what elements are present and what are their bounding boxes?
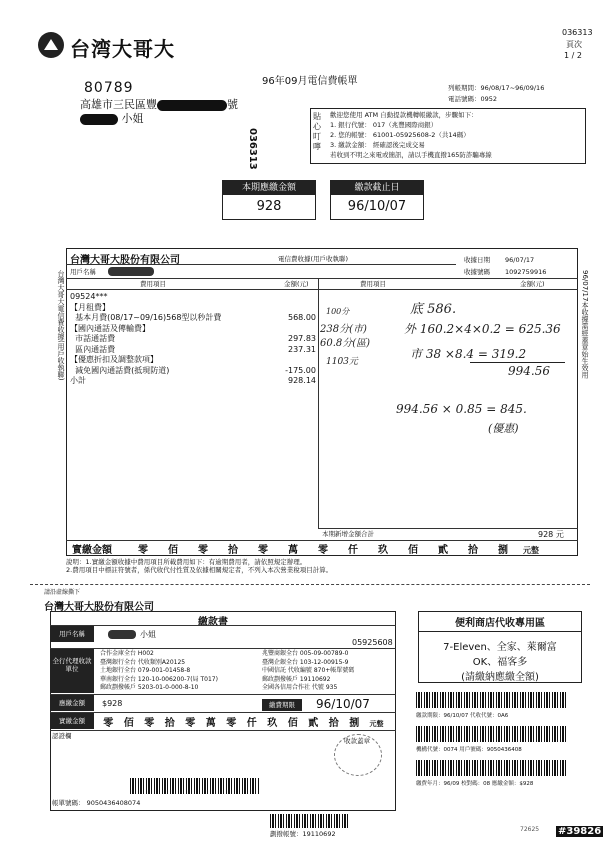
bank-entry: 臺灣企銀全台 103-12-00915-9 <box>262 658 349 666</box>
bank-entry: 華南銀行全台 120-10-006200-7(局 T017) <box>100 675 218 683</box>
receipt-date: 96/07/17 <box>505 256 535 264</box>
amount-label: 本期應繳金額 <box>223 181 315 195</box>
handwritten-note: 市 38 ×8.4 = 319.2 <box>410 347 527 361</box>
notice-line-5: 若收到不明之來電或簡訊，請以手機直撥165防詐騙專線 <box>330 151 492 159</box>
charge-label: 減免國內通話費(抵現防道) <box>70 365 170 375</box>
address-suffix: 號 <box>227 98 238 111</box>
bank-entry: 兆豐商銀全台 005-09-00789-0 <box>262 650 349 657</box>
brand-name: 台湾大哥大 <box>70 37 175 61</box>
charge-row <box>70 345 316 356</box>
receipt-total-label: 本期新增金額合計 <box>322 530 374 538</box>
cn-unit: 佰 <box>408 545 418 556</box>
handwritten-note: 994.56 <box>508 364 550 378</box>
cn-digit: 零 <box>258 545 268 556</box>
receipt-no: 1092759916 <box>505 268 547 276</box>
receipt-total-value: 928 元 <box>538 530 564 539</box>
col-item-header: 費用項目 <box>140 280 166 288</box>
slip-barcode <box>130 778 260 794</box>
charge-row <box>70 366 316 377</box>
store-barcode-3 <box>416 760 566 776</box>
amount-box <box>222 180 316 220</box>
slip-user-suffix: 小姐 <box>140 630 156 639</box>
notice-side-label: 貼心叮嚀 <box>313 112 321 151</box>
slip-account-no: 05925608 <box>352 638 393 647</box>
cn-unit: 仟 <box>348 545 358 556</box>
charge-label: 【月租費】 <box>70 302 110 312</box>
bank-entry: 臺灣銀行全台 代收類別A20125 <box>100 658 186 666</box>
slip-account-footer: 劃撥帳號：19110692 <box>270 830 336 838</box>
charge-row <box>70 376 316 387</box>
due-box <box>330 180 424 220</box>
bank-entry: 土地銀行全台 079-001-01458-8 <box>100 667 191 674</box>
cn-digit: 零 <box>138 545 148 556</box>
receipt-date-label: 收據日期 <box>464 256 490 264</box>
receipt-right-side-text: 96/07/17本收據需經蓋章始生效用 <box>581 270 589 379</box>
charge-amount: -175.00 <box>285 365 316 375</box>
due-value: 96/10/07 <box>347 199 407 214</box>
store-barcode-label-2: 機構代號：0074 用戶號碼：9050436408 <box>416 747 522 753</box>
charge-label: 小計 <box>70 376 86 385</box>
receipt-note: 說明：1.實繳金額收據中費用項目所載費用如下：有逾期費用者，請依照規定辦理。 2.費用項目中標註符號者，係代收代付性質及依據相關規定者，不列入本次營業稅項目計算。 <box>66 558 333 574</box>
cn-unit: 萬 <box>288 545 298 556</box>
cn-unit: 元整 <box>369 720 384 728</box>
recipient <box>80 110 144 126</box>
receipt-actual-label: 實繳金額 <box>72 545 112 556</box>
cn-digit: 捌 <box>498 545 508 556</box>
receipt-chinese-amount <box>128 541 544 556</box>
cn-unit: 元整 <box>523 546 539 555</box>
bank-entry: 郵政劃撥帳戶 5203-01-0-000-8-10 <box>100 684 199 691</box>
slip-agent-label: 全行代理收款單位 <box>50 649 94 693</box>
slip-title: 繳款書 <box>198 617 228 628</box>
cn-unit: 佰 <box>287 718 298 729</box>
handwritten-note: 1103元 <box>326 357 358 367</box>
charge-row <box>70 303 316 314</box>
notice-line-2: 1. 銀行代號： 017（兆豐國際商銀） <box>330 121 438 129</box>
cn-digit: 零 <box>185 718 196 729</box>
slip-due-amount: $928 <box>102 699 123 708</box>
store-title: 便利商店代收專用區 <box>419 612 581 632</box>
bank-entry: 全國各信用合作社 代號 935 <box>262 684 338 691</box>
cn-digit: 貳 <box>438 545 448 556</box>
store-barcode-label-1: 繳款期限：96/10/07 代收代號：0A6 <box>416 713 509 719</box>
store-line: (請繳納應繳全額) <box>461 672 539 683</box>
slip-footer-barcode <box>270 814 350 828</box>
slip-user-label: 用戶名稱 <box>50 626 94 642</box>
charge-label: 09524*** <box>70 292 108 301</box>
charge-label: 【優惠折扣及調整款項】 <box>70 355 158 364</box>
billing-period: 列帳期間：96/08/17~96/09/16 <box>448 84 545 92</box>
charge-label: 市話通話費 <box>70 334 116 343</box>
bill-title: 96年09月電信費帳單 <box>262 76 358 87</box>
redaction <box>108 630 136 639</box>
handwritten-note: 100分 <box>326 307 350 316</box>
cn-digit: 零 <box>144 718 155 729</box>
redaction <box>157 100 227 111</box>
cut-label: 請沿虛線撕下 <box>44 589 81 596</box>
handwritten-note: 60.8分(區) <box>320 338 371 349</box>
charge-row <box>70 313 316 324</box>
cn-unit: 拾 <box>228 545 238 556</box>
slip-due-amount-label: 應繳金額 <box>50 695 94 711</box>
redaction <box>80 114 118 125</box>
amount-value: 928 <box>256 199 282 214</box>
bank-entry: 中國信託 代收編號 870+帳單號碼 <box>262 667 355 674</box>
due-label: 繳款截止日 <box>331 181 423 195</box>
page-number: 1 / 2 <box>564 51 582 60</box>
cut-line <box>30 584 590 585</box>
charge-label: 【國內通話及傳輸費】 <box>70 323 150 333</box>
cn-unit: 拾 <box>328 718 339 729</box>
bank-entry: 郵政劃撥帳戶 19110692 <box>262 675 331 683</box>
charge-amount: 237.31 <box>288 344 316 354</box>
bank-list-right <box>262 650 354 693</box>
cn-digit: 玖 <box>378 545 388 556</box>
slip-chinese-amount <box>98 714 389 729</box>
cn-digit: 捌 <box>349 718 360 729</box>
cn-unit: 拾 <box>164 718 175 729</box>
store-line: 7-Eleven、全家、萊爾富 <box>443 642 557 653</box>
receipt-user-label: 用戶名稱 <box>70 268 96 276</box>
store-line: OK、福客多 <box>472 657 528 668</box>
cn-unit: 佰 <box>168 545 178 556</box>
col-amount-header-2: 金額(元) <box>520 280 545 288</box>
cn-digit: 零 <box>198 545 208 556</box>
charge-label: 區內通話費 <box>70 344 116 354</box>
redaction <box>108 267 154 276</box>
doc-number: 036313 <box>562 28 593 37</box>
cn-unit: 拾 <box>468 545 478 556</box>
store-barcode-2 <box>416 726 566 742</box>
charge-label: 基本月費(08/17~09/16)568型以秒計費 <box>70 313 222 322</box>
store-panel <box>418 611 582 683</box>
bank-entry: 合作金庫全台 H002 <box>100 650 154 657</box>
col-amount-header: 金額(元) <box>284 280 309 288</box>
slip-actual-label: 實繳金額 <box>50 713 94 729</box>
notice-line-3: 2. 您的帳號： 61001-05925608-2（共14碼） <box>330 131 470 139</box>
receipt-title: 電信費收據(用戶收執聯) <box>278 255 349 263</box>
cn-digit: 零 <box>226 718 237 729</box>
cn-unit: 佰 <box>123 718 134 729</box>
charge-row <box>70 324 316 335</box>
cn-digit: 零 <box>318 545 328 556</box>
charge-row <box>70 334 316 345</box>
handwritten-note: (優惠) <box>488 422 519 435</box>
page-label: 頁次 <box>566 40 582 49</box>
cn-digit: 玖 <box>267 718 278 729</box>
slip-stamp-label: 收款蓋章 <box>344 737 370 745</box>
address-line: 高雄市三民區豐 <box>80 98 157 111</box>
slip-invoice-no: 帳單號碼： 9050436408074 <box>52 799 141 807</box>
receipt-side-text: 台灣大哥大電信費收據(用戶收執聯) <box>57 270 65 381</box>
slip-deadline: 96/10/07 <box>316 697 370 711</box>
handwritten-note: 238分(市) <box>320 324 367 335</box>
slip-confirm-label: 認證欄 <box>52 732 72 740</box>
vertical-doc-number: 036313 <box>247 128 258 170</box>
receipt-company: 台灣大哥大股份有限公司 <box>70 255 180 266</box>
charge-row <box>70 355 316 366</box>
cn-digit: 零 <box>103 718 114 729</box>
handwritten-note: 底 586. <box>410 302 457 317</box>
charge-amount: 568.00 <box>288 313 316 322</box>
cn-unit: 仟 <box>246 718 257 729</box>
receipt-no-label: 收據號碼 <box>464 268 490 276</box>
notice-line-4: 3. 繳款金額： 經確認後完成交易 <box>330 141 425 149</box>
handwritten-note: 994.56 × 0.85 = 845. <box>396 402 527 416</box>
watermark: #39826 <box>558 826 602 837</box>
store-barcode-1 <box>416 692 566 708</box>
cn-digit: 貳 <box>308 718 319 729</box>
salutation: 小姐 <box>121 112 144 125</box>
cn-unit: 萬 <box>205 718 216 729</box>
store-footer-no: 72625 <box>520 826 540 833</box>
slip-company: 台灣大哥大股份有限公司 <box>44 602 154 613</box>
col-item-header-2: 費用項目 <box>360 280 386 288</box>
charge-amount: 928.14 <box>288 376 316 385</box>
store-barcode-label-3: 繳費年月：96/09 校對碼：08 應繳金額：$928 <box>416 781 534 787</box>
slip-deadline-label: 繳費期限 <box>262 699 302 711</box>
notice-line-1: 歡迎您使用 ATM 自動提款機轉帳繳款，步驟如下： <box>330 111 478 119</box>
handwritten-note: 外 160.2×4×0.2 = 625.36 <box>404 322 561 336</box>
customer-code: 80789 <box>84 80 134 96</box>
charge-row <box>70 292 316 303</box>
charge-amount: 297.83 <box>288 334 316 343</box>
charge-list <box>70 292 316 387</box>
phone-number: 電話號碼：0952 <box>448 95 498 103</box>
bank-list-left <box>100 650 218 693</box>
